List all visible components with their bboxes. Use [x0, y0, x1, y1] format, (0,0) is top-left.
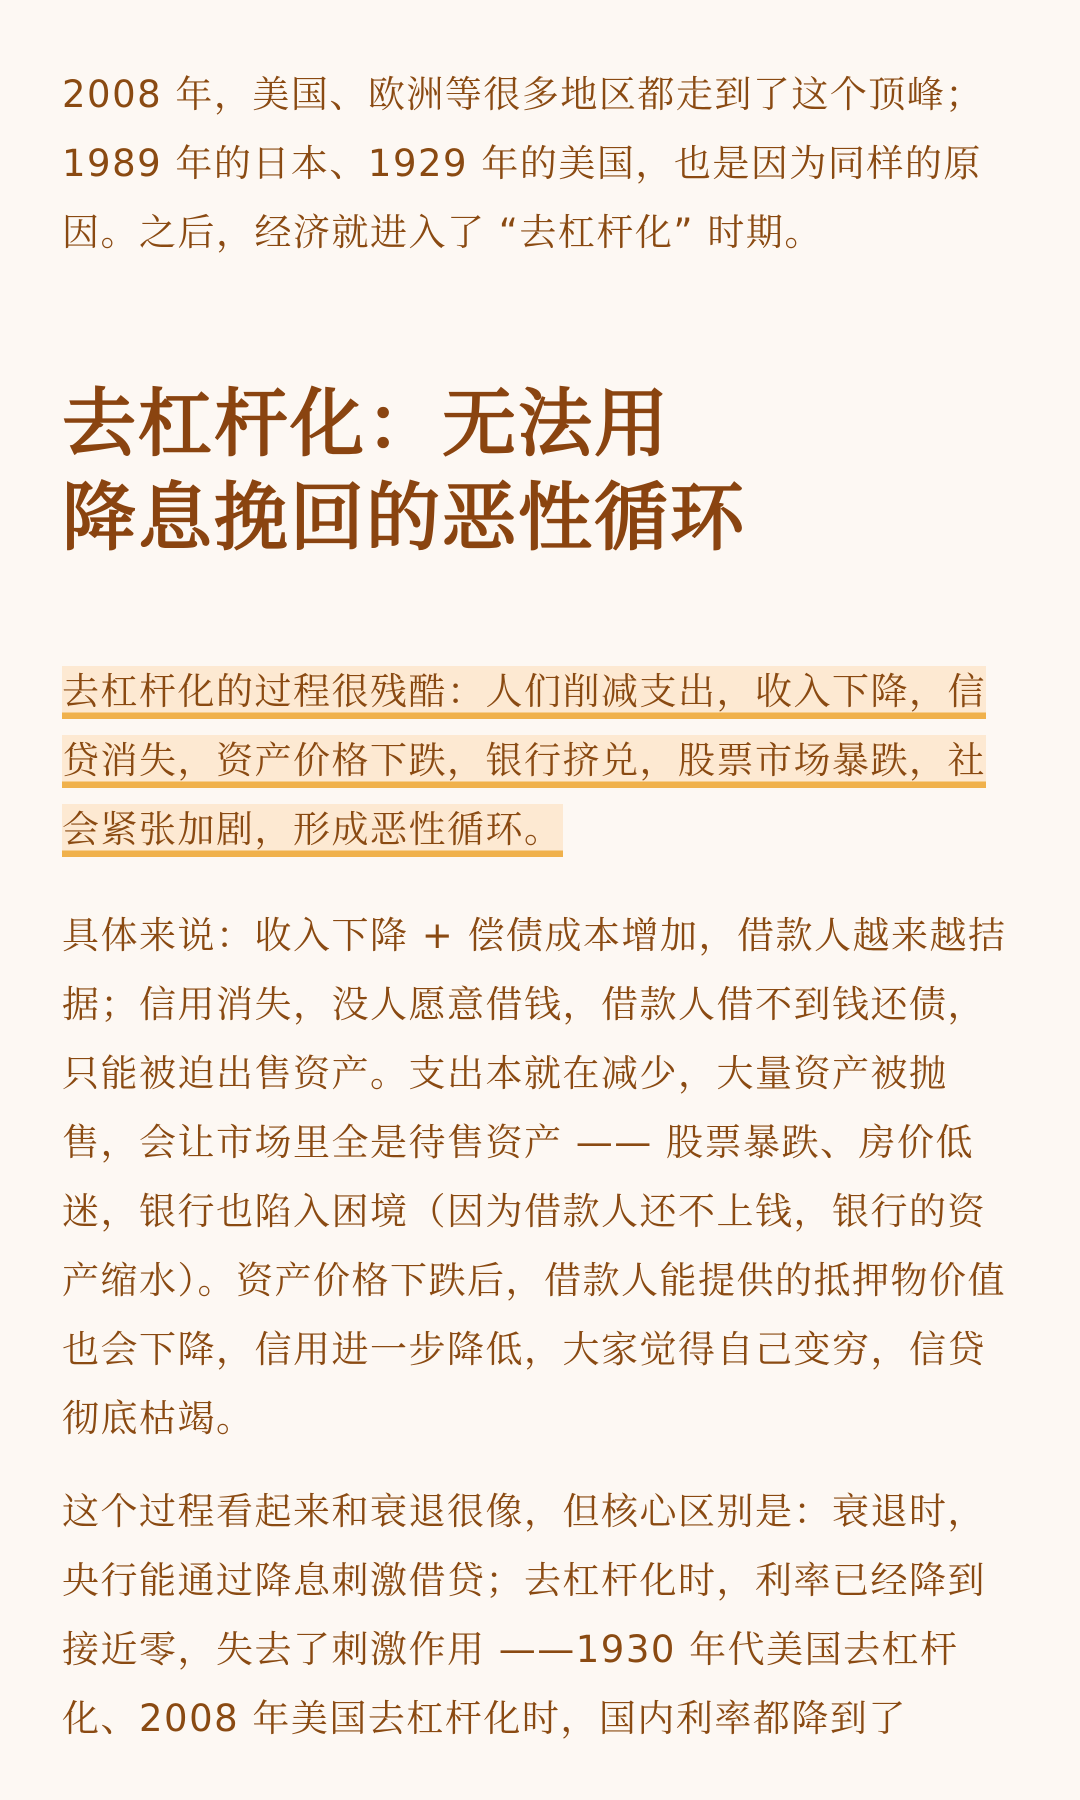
section-title-line-2: 降息挽回的恶性循环: [62, 475, 746, 561]
section-title-line-1: 去杠杆化：无法用: [62, 381, 670, 467]
body-paragraph-1: 具体来说：收入下降 + 偿债成本增加，借款人越来越拮据；信用消失，没人愿意借钱，借款人借不到钱还债，只能被迫出售资产。支出本就在减少，大量资产被抛售，会让市场里全是待售资产 —— 股票暴跌、房价低迷，银行也陷入困境（因为借款人还不上钱，银行的资产缩水）。资产价格下跌后，借款人能提供的抵押物价值也会下降，信用进一步降低，大家觉得自己变穷，信贷彻底枯竭。: [62, 914, 1007, 1440]
highlighted-text: 去杠杆化的过程很残酷：人们削减支出，收入下降，信贷消失，资产价格下跌，银行挤兑，股票市场暴跌，社会紧张加剧，形成恶性循环。: [62, 666, 986, 857]
body-paragraph-2: 这个过程看起来和衰退很像，但核心区别是：衰退时，央行能通过降息刺激借贷；去杠杆化时，利率已经降到接近零，失去了刺激作用 ——1930 年代美国去杠杆化、2008 年美国去杠杆化时，国内利率都降到了: [62, 1490, 986, 1740]
highlighted-paragraph: [62, 657, 1020, 864]
section-title: [62, 377, 1020, 565]
intro-paragraph: 2008 年，美国、欧洲等很多地区都走到了这个顶峰；1989 年的日本、1929 年的美国，也是因为同样的原因。之后，经济就进入了 “去杠杆化” 时期。: [62, 73, 984, 254]
